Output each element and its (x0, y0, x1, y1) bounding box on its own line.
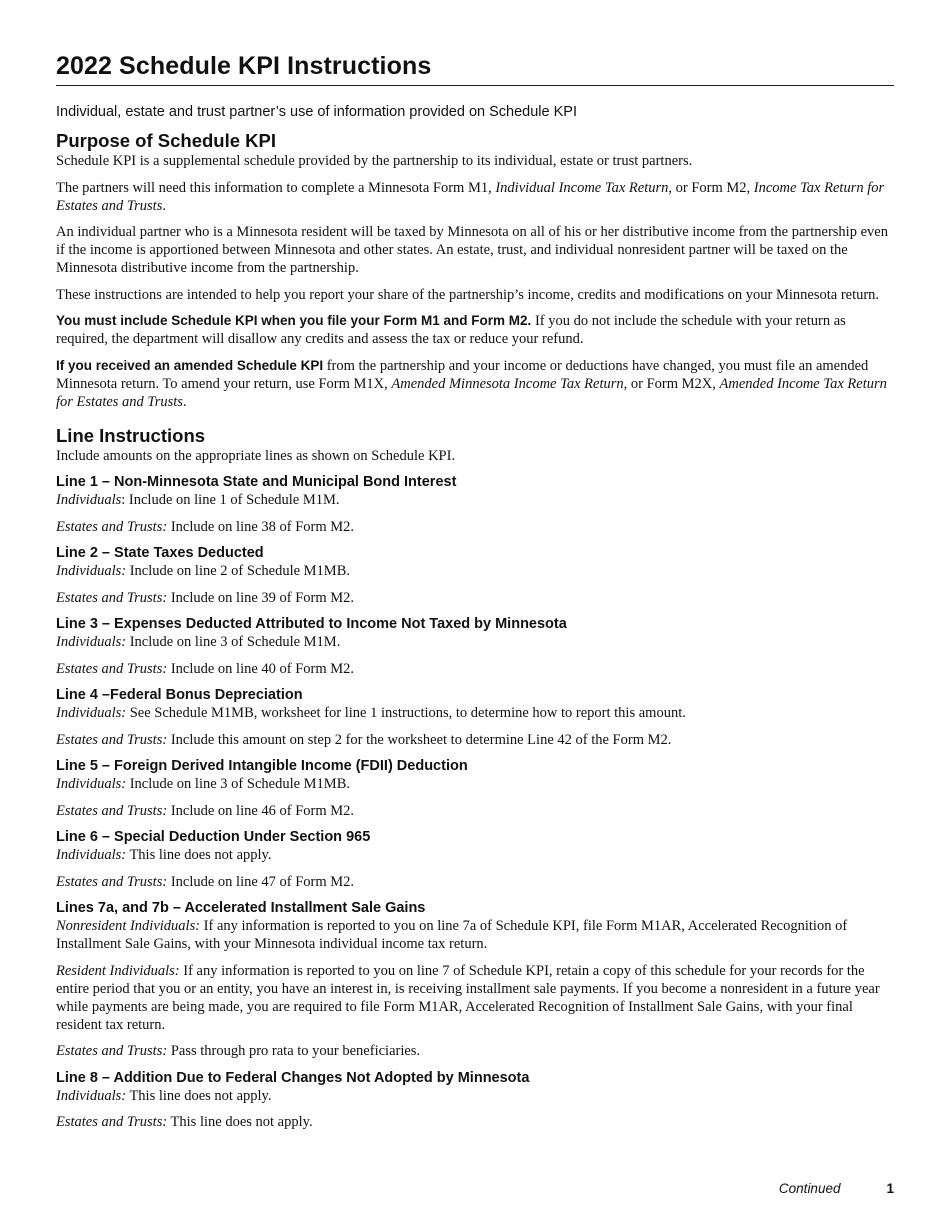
text-run: Include on line 3 of Schedule M1MB. (126, 776, 350, 792)
line-item-heading: Line 8 – Addition Due to Federal Changes Not Adopted by Minnesota (56, 1069, 530, 1086)
text-run: Include on line 3 of Schedule M1M. (126, 634, 341, 650)
purpose-section (56, 130, 894, 411)
taxpayer-type-label: Individuals: (56, 1087, 127, 1104)
line-instructions-section (56, 425, 894, 1132)
line-item-2 (56, 544, 894, 607)
line-item-paragraph (56, 1113, 894, 1131)
line-item-heading: Line 5 – Foreign Derived Intangible Income (FDII) Deduction (56, 758, 468, 774)
taxpayer-type-label: Resident Individuals: (56, 962, 180, 979)
line-item-paragraph (56, 518, 894, 536)
line-item-heading: Lines 7a, and 7b – Accelerated Installment Sale Gains (56, 900, 426, 916)
line-item-paragraph (56, 846, 894, 864)
line-item-1 (56, 473, 894, 536)
taxpayer-type-label: Individuals: (56, 776, 127, 792)
line-item-paragraph (56, 962, 894, 1034)
line-instructions-heading: Line Instructions (56, 424, 206, 446)
text-run: , or Form M2X, (623, 375, 720, 392)
taxpayer-type-label: Estates and Trusts: (56, 660, 168, 677)
line-item-3 (56, 615, 894, 678)
form-m1x-name: Amended Minnesota Income Tax Return (391, 375, 624, 392)
text-run: This line does not apply. (167, 1114, 313, 1130)
text-run: Include on line 40 of Form M2. (167, 660, 355, 677)
line-item-heading: Line 6 – Special Deduction Under Section 965 (56, 829, 371, 845)
text-run: If any information is reported to you on line 7a of Schedule KPI, file Form M1AR, Accelerated Recognition of Installment Sale Gains, with your Minnesota individual income tax return. (56, 918, 848, 952)
form-m2-name: Income Tax Return for Estates and Trusts (56, 179, 885, 214)
page-number: 1 (886, 1181, 894, 1196)
text-run: Include this amount on step 2 for the worksheet to determine Line 42 of the Form M2. (167, 731, 672, 748)
line-item-5 (56, 757, 894, 820)
line-item-7 (56, 899, 894, 1060)
text-run: Pass through pro rata to your beneficiaries. (167, 1043, 421, 1059)
line-item-paragraph (56, 802, 894, 820)
taxpayer-type-label: Estates and Trusts: (56, 802, 168, 819)
line-item-paragraph (56, 917, 894, 953)
purpose-paragraph-3: An individual partner who is a Minnesota resident will be taxed by Minnesota on all of his or her distributive income from the partnership even if the income is apportioned between Minnesota and other states. An estate, trust, and individual nonresident partner will be taxed on the Minnesota distributive income from the partnership. (56, 224, 888, 276)
line-item-heading: Line 3 – Expenses Deducted Attributed to Income Not Taxed by Minnesota (56, 616, 567, 632)
line-item-paragraph (56, 491, 894, 509)
purpose-paragraph-2 (56, 179, 894, 215)
line-item-4 (56, 686, 894, 749)
text-run: This line does not apply. (126, 847, 272, 863)
line-item-paragraph (56, 633, 894, 651)
taxpayer-type-label: Nonresident Individuals: (56, 918, 201, 934)
taxpayer-type-label: Individuals: (56, 634, 127, 650)
purpose-paragraph-1: Schedule KPI is a supplemental schedule provided by the partnership to its individual, estate or trust partners. (56, 153, 693, 169)
document-subtitle: Individual, estate and trust partner’s use of information provided on Schedule KPI (56, 104, 577, 120)
line-item-heading: Line 1 – Non-Minnesota State and Municipal Bond Interest (56, 474, 457, 490)
text-run: : Include on line 1 of Schedule M1M. (121, 492, 340, 508)
include-schedule-lead: You must include Schedule KPI when you file your Form M1 and Form M2. (56, 313, 532, 328)
line-item-8 (56, 1069, 894, 1132)
line-item-paragraph (56, 731, 894, 749)
text-run: , or Form M2, (668, 179, 754, 196)
line-item-paragraph (56, 660, 894, 678)
taxpayer-type-label: Individuals (56, 492, 122, 508)
line-item-paragraph (56, 1087, 894, 1105)
document-title: 2022 Schedule KPI Instructions (56, 0, 894, 86)
text-run: Include on line 47 of Form M2. (167, 873, 355, 890)
line-item-paragraph (56, 704, 894, 722)
taxpayer-type-label: Individuals: (56, 847, 127, 863)
purpose-paragraph-6 (56, 357, 894, 411)
taxpayer-type-label: Estates and Trusts: (56, 731, 168, 748)
text-run: The partners will need this information to complete a Minnesota Form M1, (56, 179, 496, 196)
form-m2x-name: Amended Income Tax Return for Estates and Trusts (56, 375, 887, 410)
purpose-paragraph-4: These instructions are intended to help you report your share of the partnership’s income, credits and modifications on your Minnesota return. (56, 286, 880, 303)
line-item-heading: Line 2 – State Taxes Deducted (56, 545, 264, 561)
text-run: . (162, 197, 166, 214)
amended-schedule-lead: If you received an amended Schedule KPI (56, 357, 324, 373)
text-run: If any information is reported to you on line 7 of Schedule KPI, retain a copy of this schedule for your records for the entire period that you or an entity, you have an interest in, is receiving installment sale payments. If you become a nonresident in a future year while payments are being made, you are required to file Form M1AR, Accelerated Recognition of Installment Sale Gains, with your final resident tax return. (56, 962, 880, 1033)
line-item-heading: Line 4 –Federal Bonus Depreciation (56, 687, 303, 703)
line-item-paragraph (56, 775, 894, 793)
taxpayer-type-label: Individuals: (56, 705, 127, 721)
purpose-heading: Purpose of Schedule KPI (56, 130, 276, 151)
text-run: This line does not apply. (126, 1087, 272, 1104)
taxpayer-type-label: Estates and Trusts: (56, 589, 168, 606)
continued-label: Continued (778, 1181, 841, 1196)
text-run: Include on line 46 of Form M2. (167, 802, 355, 819)
taxpayer-type-label: Estates and Trusts: (56, 518, 168, 535)
line-instructions-intro: Include amounts on the appropriate lines as shown on Schedule KPI. (56, 447, 456, 464)
taxpayer-type-label: Estates and Trusts: (56, 873, 168, 890)
taxpayer-type-label: Estates and Trusts: (56, 1114, 168, 1130)
line-item-paragraph (56, 873, 894, 891)
line-item-paragraph (56, 1042, 894, 1060)
line-item-paragraph (56, 562, 894, 580)
line-item-6 (56, 828, 894, 891)
taxpayer-type-label: Individuals: (56, 563, 127, 579)
text-run: See Schedule M1MB, worksheet for line 1 instructions, to determine how to report this amount. (126, 705, 686, 721)
line-item-paragraph (56, 589, 894, 607)
page-footer (779, 1181, 894, 1196)
form-m1-name: Individual Income Tax Return (495, 179, 669, 196)
text-run: from the partnership and your income or deductions have changed, you must file an amended Minnesota return. To amend your return, use Form M1X, (56, 357, 869, 392)
purpose-paragraph-5 (56, 312, 894, 348)
text-run: If you do not include the schedule with your return as required, the department will disallow any credits and assess the tax or reduce your refund. (56, 313, 846, 347)
taxpayer-type-label: Estates and Trusts: (56, 1043, 168, 1059)
text-run: Include on line 39 of Form M2. (167, 589, 355, 606)
text-run: Include on line 38 of Form M2. (167, 518, 355, 535)
text-run: Include on line 2 of Schedule M1MB. (126, 563, 350, 579)
text-run: . (182, 393, 187, 410)
